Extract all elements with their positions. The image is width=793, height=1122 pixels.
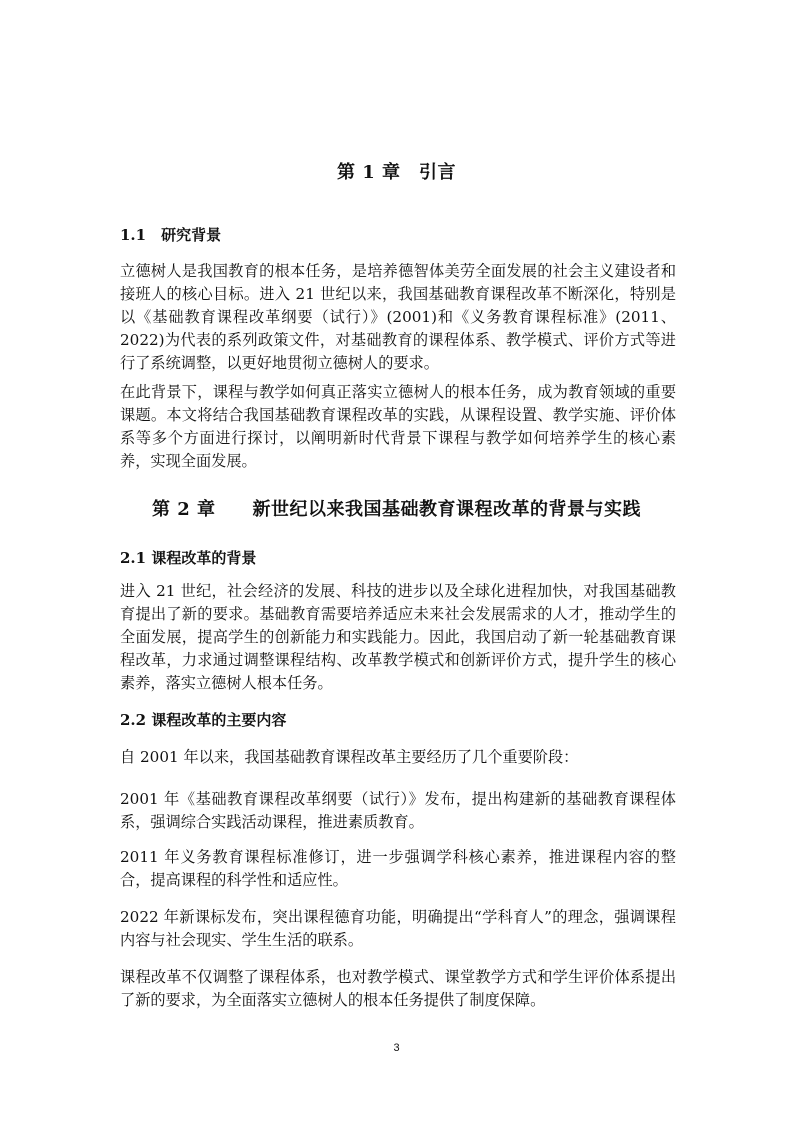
paragraph-2011-reform: 2011 年义务教育课程标准修订，进一步强调学科核心素养，推进课程内容的整合，提高课程的科学性和适应性。 [120, 848, 676, 889]
paragraph-reform-background: 进入 21 世纪，社会经济的发展、科技的进步以及全球化进程加快，对我国基础教育提出了新的要求。基础教育需要培养适应未来社会发展需求的人才，推动学生的全面发展，提高学生的创新能力和实践能力。因此，我国启动了新一轮基础教育课程改革，力求通过调整课程结构、改革教学模式和创新评价方式，提升学生的核心素养，落实立德树人根本任务。 [120, 582, 676, 692]
paragraph-reform-summary: 课程改革不仅调整了课程体系，也对教学模式、课堂教学方式和学生评价体系提出了新的要求，为全面落实立德树人的根本任务提供了制度保障。 [120, 968, 676, 1009]
section-1-1-title: 1.1 研究背景 [120, 226, 222, 244]
chapter-2-title: 第 2 章 新世纪以来我国基础教育课程改革的背景与实践 [151, 499, 642, 520]
section-2-1-title: 2.1 课程改革的背景 [120, 549, 257, 567]
paragraph-2022-reform: 2022 年新课标发布，突出课程德育功能，明确提出“学科育人”的理念，强调课程内容与社会现实、学生生活的联系。 [120, 908, 676, 949]
paragraph-research-background-1: 立德树人是我国教育的根本任务，是培养德智体美劳全面发展的社会主义建设者和接班人的核心目标。进入 21 世纪以来，我国基础教育课程改革不断深化，特别是以《基础教育课程改革纲要（试行）》(2001)和《义务教育课程标准》(2011、2022)为代表的系列政策文件，对基础教育的课程体系、教学模式、评价方式等进行了系统调整，以更好地贯彻立德树人的要求。 [120, 262, 676, 372]
chapter-1-title: 第 1 章 引言 [336, 162, 457, 183]
paragraph-2001-reform: 2001 年《基础教育课程改革纲要（试行）》发布，提出构建新的基础教育课程体系，强调综合实践活动课程，推进素质教育。 [120, 790, 676, 831]
page-number: 3 [393, 1042, 400, 1054]
paragraph-reform-stages-intro: 自 2001 年以来，我国基础教育课程改革主要经历了几个重要阶段： [120, 748, 579, 766]
paragraph-research-background-2: 在此背景下，课程与教学如何真正落实立德树人的根本任务，成为教育领域的重要课题。本文将结合我国基础教育课程改革的实践，从课程设置、教学实施、评价体系等多个方面进行探讨，以阐明新时代背景下课程与教学如何培养学生的核心素养，实现全面发展。 [120, 383, 676, 470]
section-2-2-title: 2.2 课程改革的主要内容 [120, 711, 287, 729]
